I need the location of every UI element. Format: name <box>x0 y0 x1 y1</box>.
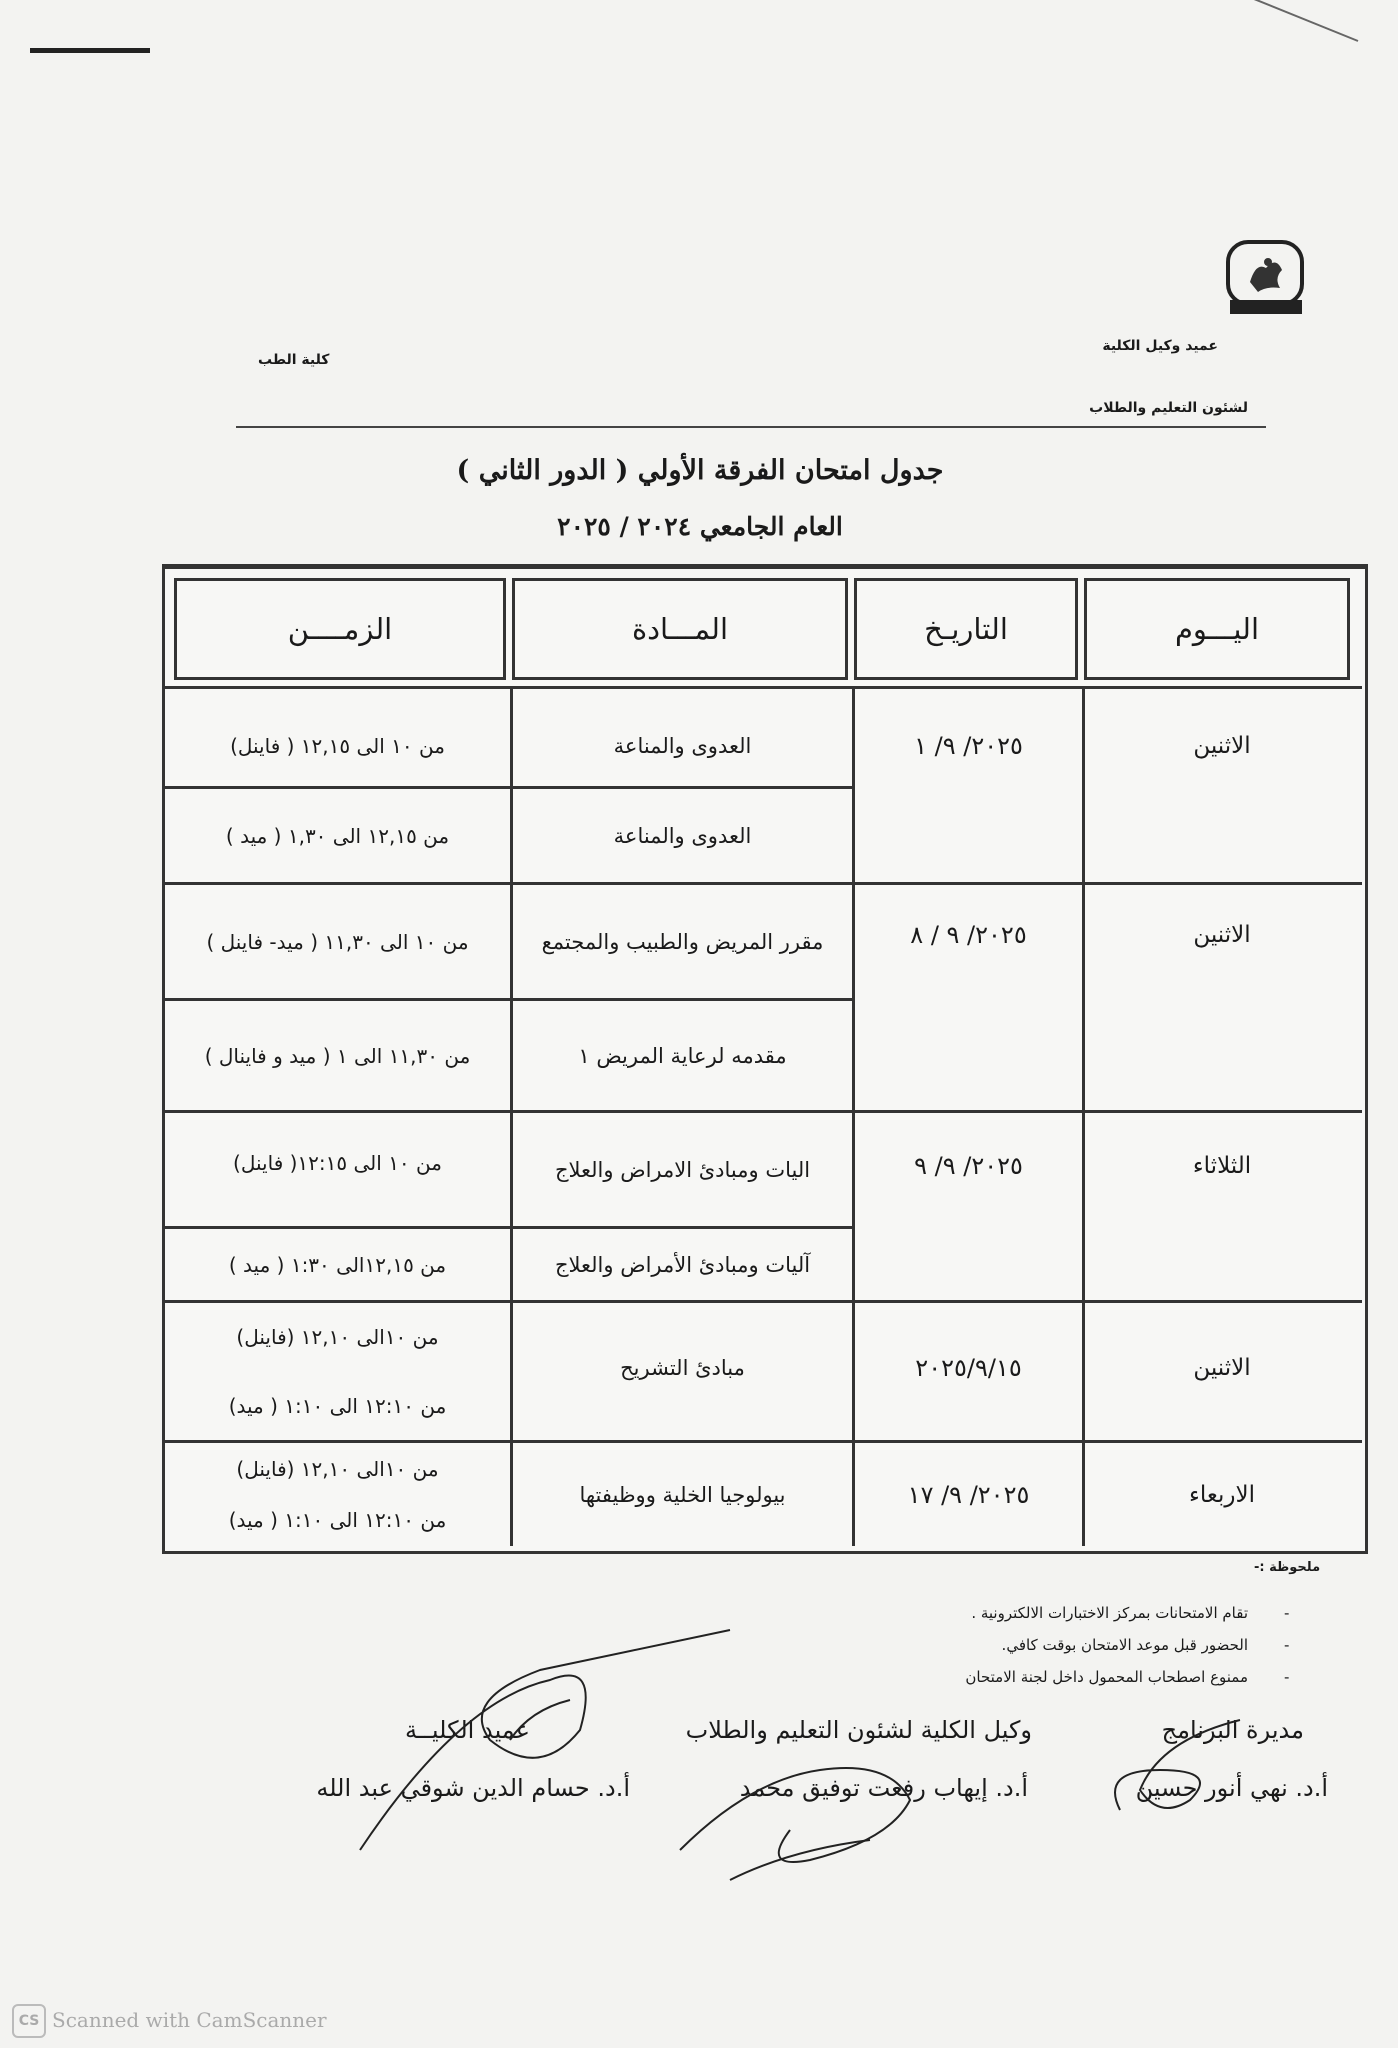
dean-title: عميد الكليــة <box>404 1716 530 1744</box>
exam-day: الاثنين <box>1193 922 1251 948</box>
exam-time <box>165 1443 510 1546</box>
exam-subject: مقدمه لرعاية المريض ١ <box>578 1043 787 1068</box>
exam-date: ٢٠٢٥/٩/١٥ <box>915 1354 1022 1382</box>
note-bullet: - <box>1284 1604 1290 1622</box>
notes-heading: ملحوظة :- <box>1254 1560 1321 1575</box>
vice-dean-signature <box>670 1740 970 1890</box>
exam-day: الاثنين <box>1193 733 1251 759</box>
note-bullet: - <box>1284 1636 1290 1654</box>
exam-date: ٢٠٢٥/ ٩/ ١ <box>914 732 1023 760</box>
exam-time: من ١١,٣٠ الى ١ ( ميد و فاينال ) <box>204 1043 471 1068</box>
note-item: الحضور قبل موعد الامتحان بوقت كافي. <box>1001 1636 1248 1654</box>
exam-subject: العدوى والمناعة <box>613 734 752 758</box>
exam-time: من ١٠ الى ١٢:١٥( فاينل) <box>233 1151 442 1175</box>
note-bullet: - <box>1284 1668 1290 1686</box>
header-rule <box>236 426 1266 428</box>
note-item: تقام الامتحانات بمركز الاختبارات الالكترونية . <box>971 1604 1248 1622</box>
exam-day: الثلاثاء <box>1192 1153 1252 1179</box>
header-day: اليـــوم <box>1084 578 1350 680</box>
header-time: الزمــــن <box>174 578 506 680</box>
table-divider <box>162 686 1362 689</box>
exam-date: ٢٠٢٥/ ٩/ ١٧ <box>907 1480 1030 1509</box>
exam-time <box>165 1303 510 1440</box>
exam-day: الاثنين <box>1193 1355 1251 1381</box>
exam-subject: اليات ومبادئ الامراض والعلاج <box>554 1157 811 1182</box>
exam-time-line: من ١٢:١٠ الى ١:١٠ ( ميد) <box>228 1508 447 1533</box>
exam-time-line: من ١٠الى ١٢,١٠ (فاينل) <box>236 1325 439 1350</box>
header-subject: المـــادة <box>512 578 848 680</box>
header-office-line1: عميد وكيل الكلية <box>1102 338 1218 354</box>
exam-time-line: من ١٢:١٠ الى ١:١٠ ( ميد) <box>228 1393 447 1418</box>
vice-dean-name: أ.د. إيهاب رفعت توفيق محمد <box>739 1774 1028 1802</box>
exam-time: من ١٢,١٥الى ١:٣٠ ( ميد ) <box>228 1252 447 1277</box>
exam-date: ٢٠٢٥/ ٩ / ٨ <box>910 921 1027 949</box>
exam-date: ٢٠٢٥/ ٩/ ٩ <box>914 1152 1023 1180</box>
faculty-logo <box>1222 238 1308 320</box>
page-title: جدول امتحان الفرقة الأولي ( الدور الثاني ) <box>456 455 944 486</box>
header-office-line2: لشئون التعليم والطلاب <box>1089 400 1248 416</box>
exam-time: من ١٢,١٥ الى ١,٣٠ ( ميد ) <box>225 823 450 848</box>
camscanner-logo: CS <box>12 2004 46 2038</box>
program-director-name: أ.د. نهي أنور حسين <box>1135 1774 1328 1802</box>
header-faculty: كلية الطب <box>258 352 330 368</box>
scan-mark <box>30 48 150 53</box>
vice-dean-title: وكيل الكلية لشئون التعليم والطلاب <box>685 1716 1032 1744</box>
page-subtitle: العام الجامعي ٢٠٢٤ / ٢٠٢٥ <box>557 512 843 541</box>
program-director-title: مديرة البرنامج <box>1161 1716 1304 1744</box>
scan-mark <box>1117 0 1359 42</box>
exam-time-line: من ١٠الى ١٢,١٠ (فاينل) <box>236 1456 439 1481</box>
exam-subject: بيولوجيا الخلية ووظيفتها <box>579 1482 786 1507</box>
dean-name: أ.د. حسام الدين شوقي عبد الله <box>316 1774 630 1802</box>
exam-subject: مقرر المريض والطبيب والمجتمع <box>541 929 824 954</box>
program-director-signature <box>1080 1700 1340 1830</box>
note-item: ممنوع اصطحاب المحمول داخل لجنة الامتحان <box>965 1668 1248 1686</box>
camscanner-watermark: Scanned with CamScanner <box>52 2008 327 2032</box>
exam-time: من ١٠ الى ١٢,١٥ ( فاينل) <box>230 734 445 758</box>
exam-day: الاربعاء <box>1189 1481 1255 1508</box>
header-date: التاريـخ <box>854 578 1078 680</box>
exam-subject: مبادئ التشريح <box>620 1356 745 1380</box>
exam-time: من ١٠ الى ١١,٣٠ ( ميد- فاينل ) <box>206 929 469 954</box>
exam-subject: العدوى والمناعة <box>613 823 752 848</box>
exam-subject: آليات ومبادئ الأمراض والعلاج <box>554 1252 811 1277</box>
